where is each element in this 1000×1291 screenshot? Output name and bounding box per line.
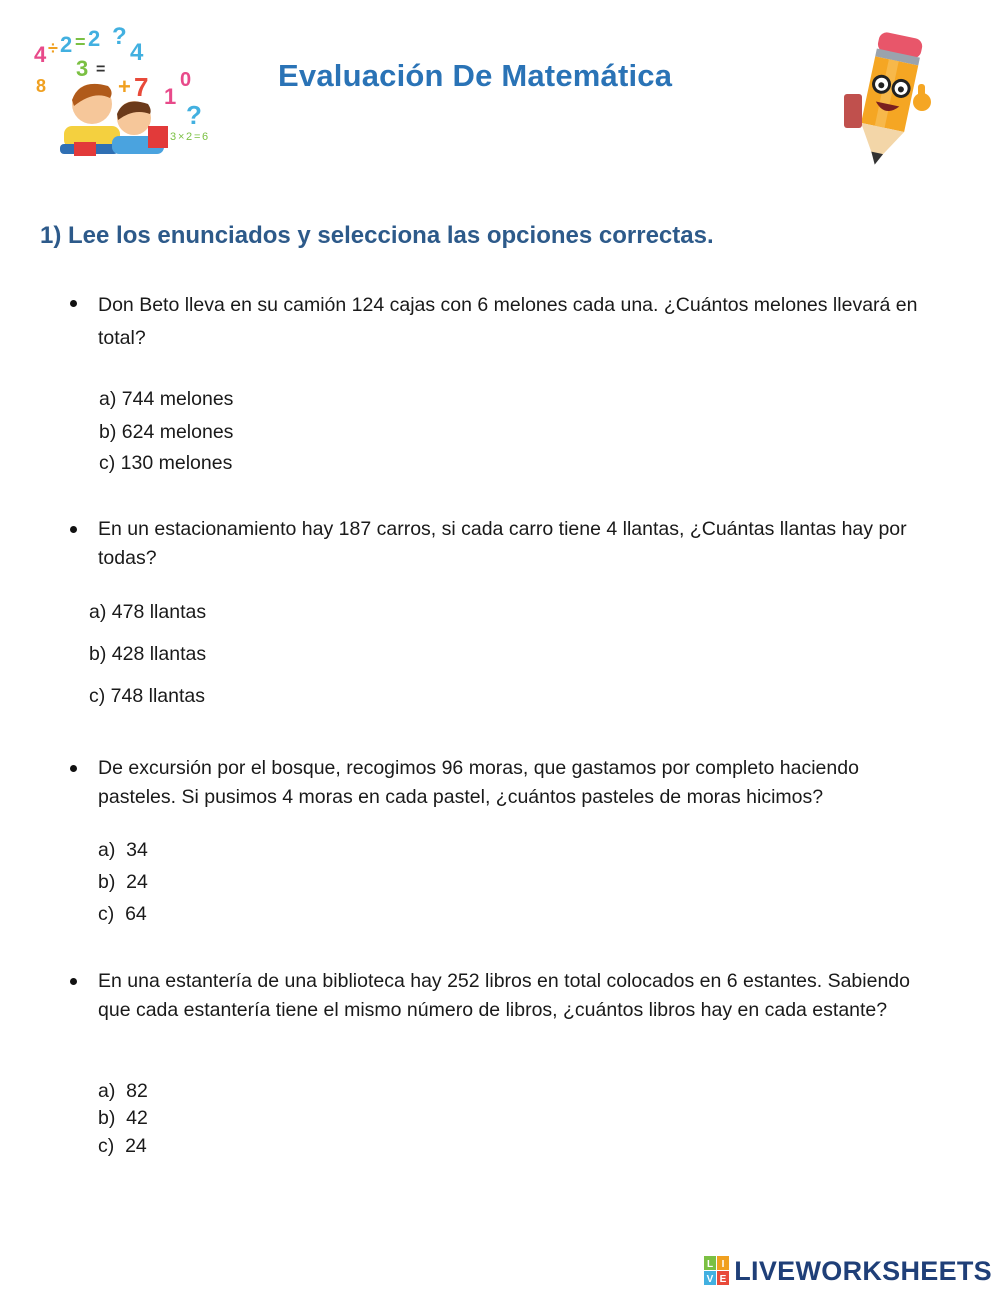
svg-text:E: E bbox=[719, 1274, 727, 1285]
question-2-option-a[interactable]: a) 478 llantas bbox=[89, 601, 207, 623]
pencil-lead bbox=[869, 152, 883, 166]
section-heading: 1) Lee los enunciados y selecciona las opciones correctas. bbox=[40, 222, 714, 249]
pencil-mascot-illustration bbox=[838, 30, 938, 175]
symbol: 0 bbox=[180, 69, 192, 91]
symbol: 3 bbox=[170, 131, 177, 143]
symbol: 8 bbox=[36, 76, 47, 96]
symbol: ? bbox=[186, 100, 202, 130]
question-2-option-b[interactable]: b) 428 llantas bbox=[89, 643, 207, 665]
symbol: 3 bbox=[76, 56, 89, 81]
page-title: Evaluación De Matemática bbox=[278, 58, 673, 93]
symbol: 1 bbox=[164, 84, 177, 109]
symbol: = bbox=[75, 32, 86, 52]
question-1-option-a[interactable]: a) 744 melones bbox=[99, 388, 234, 410]
symbol: = bbox=[96, 61, 106, 78]
question-2-option-c[interactable]: c) 748 llantas bbox=[89, 685, 205, 707]
question-1-option-c[interactable]: c) 130 melones bbox=[99, 452, 233, 474]
symbol: ÷ bbox=[48, 38, 58, 58]
brand-name: LIVEWORKSHEETS bbox=[734, 1255, 992, 1286]
symbol: ? bbox=[112, 23, 127, 50]
symbol: 6 bbox=[202, 131, 209, 143]
bullet bbox=[70, 526, 77, 533]
kids-math-illustration bbox=[30, 22, 215, 167]
symbol: 2 bbox=[186, 131, 193, 143]
book bbox=[74, 142, 96, 156]
bullet bbox=[70, 765, 77, 772]
symbol: 4 bbox=[130, 39, 144, 66]
symbol: 2 bbox=[88, 26, 101, 51]
question-1-text: Don Beto lleva en su camión 124 cajas con 6 melones cada una. ¿Cuántos melones llevará en total? bbox=[98, 294, 918, 349]
question-3-option-a[interactable]: a) 34 bbox=[98, 839, 148, 861]
book bbox=[148, 126, 168, 148]
question-3-option-b[interactable]: b) 24 bbox=[98, 871, 148, 893]
bullet bbox=[70, 300, 77, 307]
bullet bbox=[70, 978, 77, 985]
liveworksheets-logo[interactable] bbox=[704, 1254, 992, 1288]
question-1-option-b[interactable]: b) 624 melones bbox=[99, 421, 234, 443]
question-3-option-c[interactable]: c) 64 bbox=[98, 903, 147, 925]
question-4-option-a[interactable]: a) 82 bbox=[98, 1080, 148, 1102]
symbol: 4 bbox=[34, 42, 47, 67]
symbol: 7 bbox=[134, 72, 149, 102]
symbol: × bbox=[178, 131, 185, 143]
svg-text:I: I bbox=[721, 1259, 725, 1270]
liveworksheets-icon bbox=[704, 1256, 730, 1286]
book bbox=[844, 94, 862, 128]
question-3-text: De excursión por el bosque, recogimos 96 moras, que gastamos por completo haciendo pasteles. Si pusimos 4 moras en cada pastel, ¿cuántos pasteles de moras hicimos? bbox=[98, 757, 859, 808]
symbol: + bbox=[118, 74, 131, 99]
question-4-option-c[interactable]: c) 24 bbox=[98, 1135, 147, 1157]
symbol: 2 bbox=[60, 32, 73, 57]
symbol: = bbox=[194, 131, 201, 143]
question-2-text: En un estacionamiento hay 187 carros, si cada carro tiene 4 llantas, ¿Cuántas llantas hay por todas? bbox=[98, 518, 907, 569]
svg-text:V: V bbox=[706, 1274, 714, 1285]
question-4-text: En una estantería de una biblioteca hay 252 libros en total colocados en 6 estantes. Sabiendo que cada estantería tiene el mismo número de libros, ¿cuántos libros hay en cada estante? bbox=[98, 970, 910, 1021]
svg-text:L: L bbox=[707, 1259, 714, 1270]
question-4-option-b[interactable]: b) 42 bbox=[98, 1107, 148, 1129]
